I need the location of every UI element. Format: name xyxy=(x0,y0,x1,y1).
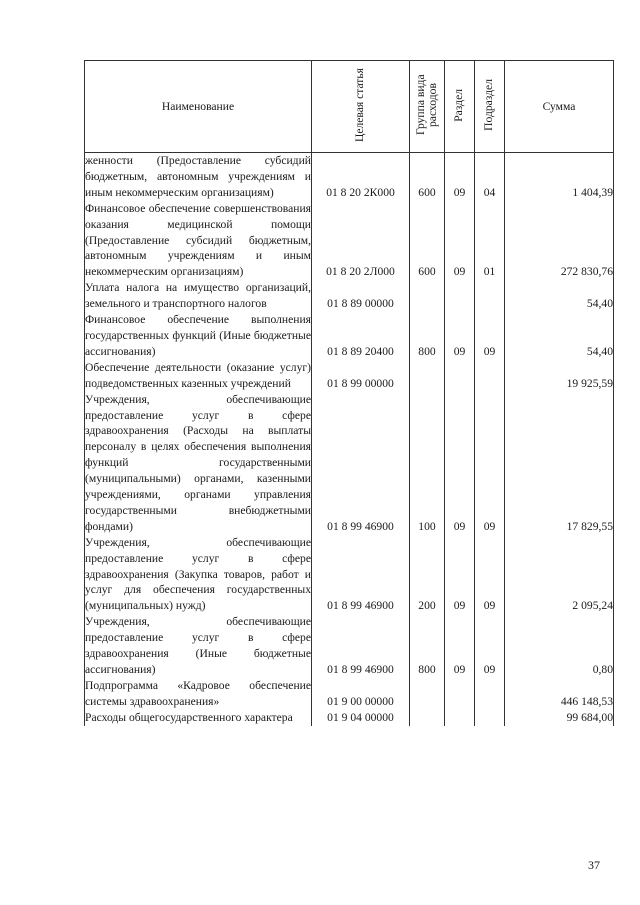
cell-section: 09 xyxy=(445,614,475,678)
cell-subsection: 09 xyxy=(475,312,505,360)
cell-name: Расходы общегосударственного характера xyxy=(85,710,312,726)
cell-target: 01 9 04 00000 xyxy=(312,710,410,726)
cell-sum: 1 404,39 xyxy=(505,153,614,201)
table-row xyxy=(85,360,614,392)
header-name: Наименование xyxy=(85,61,312,153)
cell-name: Учреждения, обеспечивающие предоставление услуг в сфере здравоохранения (Иные бюджетные ассигнования) xyxy=(85,615,311,676)
cell-group xyxy=(410,280,445,312)
cell-target: 01 8 99 46900 xyxy=(312,535,410,615)
cell-name: Финансовое обеспечение совершенствования оказания медицинской помощи (Предоставление субсидий бюджетным, автономным учреждениям и иным некоммерческим организациям) xyxy=(85,201,311,279)
cell-target: 01 8 89 00000 xyxy=(312,280,410,312)
header-group: Группа вида расходов xyxy=(410,61,445,153)
cell-sum: 17 829,55 xyxy=(505,392,614,535)
cell-section: 09 xyxy=(445,153,475,201)
cell-name: Финансовое обеспечение выполнения государственных функций (Иные бюджетные ассигнования) xyxy=(85,313,311,358)
cell-sum: 446 148,53 xyxy=(505,678,614,710)
cell-sum: 272 830,76 xyxy=(505,201,614,281)
cell-group: 800 xyxy=(410,614,445,678)
cell-subsection xyxy=(475,710,505,726)
cell-target: 01 8 99 00000 xyxy=(312,360,410,392)
cell-sum: 54,40 xyxy=(505,312,614,360)
header-subsection: Подраздел xyxy=(475,61,505,153)
cell-section: 09 xyxy=(445,392,475,535)
header-section: Раздел xyxy=(445,61,475,153)
cell-target: 01 8 20 2Л000 xyxy=(312,201,410,281)
table-row xyxy=(85,280,614,312)
cell-subsection: 01 xyxy=(475,201,505,281)
cell-subsection: 09 xyxy=(475,535,505,615)
cell-group xyxy=(410,678,445,710)
table-row xyxy=(85,710,614,726)
cell-section: 09 xyxy=(445,201,475,281)
page-number: 37 xyxy=(588,858,600,872)
cell-subsection: 09 xyxy=(475,614,505,678)
cell-group: 600 xyxy=(410,201,445,281)
cell-section xyxy=(445,360,475,392)
cell-section: 09 xyxy=(445,312,475,360)
cell-group: 800 xyxy=(410,312,445,360)
cell-section xyxy=(445,280,475,312)
cell-subsection xyxy=(475,678,505,710)
header-sum: Сумма xyxy=(505,61,614,153)
budget-table xyxy=(84,60,614,726)
table-row xyxy=(85,678,614,710)
cell-group: 600 xyxy=(410,153,445,201)
cell-sum: 0,80 xyxy=(505,614,614,678)
table-header-row xyxy=(85,61,614,153)
cell-target: 01 8 20 2К000 xyxy=(312,153,410,201)
cell-subsection xyxy=(475,280,505,312)
table-row xyxy=(85,201,614,281)
cell-group: 100 xyxy=(410,392,445,535)
cell-sum: 99 684,00 xyxy=(505,710,614,726)
cell-sum: 19 925,59 xyxy=(505,360,614,392)
table-row xyxy=(85,153,614,201)
cell-section xyxy=(445,710,475,726)
cell-subsection: 04 xyxy=(475,153,505,201)
cell-section xyxy=(445,678,475,710)
cell-name: Учреждения, обеспечивающие предоставление услуг в сфере здравоохранения (Закупка товаров, работ и услуг для обеспечения государственных (муниципальных) нужд) xyxy=(85,535,311,613)
table-row xyxy=(85,392,614,535)
header-target: Целевая статья xyxy=(312,61,410,153)
cell-sum: 54,40 xyxy=(505,280,614,312)
cell-group xyxy=(410,360,445,392)
cell-name: женности (Предоставление субсидий бюджетным, автономным учреждениям и иным некоммерческим организациям) xyxy=(85,154,311,199)
cell-sum: 2 095,24 xyxy=(505,535,614,615)
cell-name: Обеспечение деятельности (оказание услуг) подведомственных казенных учреждений xyxy=(85,360,311,390)
cell-group: 200 xyxy=(410,535,445,615)
cell-name: Подпрограмма «Кадровое обеспечение системы здравоохранения» xyxy=(85,678,311,708)
cell-subsection xyxy=(475,360,505,392)
table-row xyxy=(85,535,614,615)
cell-target: 01 8 99 46900 xyxy=(312,392,410,535)
cell-subsection: 09 xyxy=(475,392,505,535)
cell-target: 01 8 89 20400 xyxy=(312,312,410,360)
cell-target: 01 9 00 00000 xyxy=(312,678,410,710)
table-row xyxy=(85,312,614,360)
table-row xyxy=(85,614,614,678)
cell-name: Уплата налога на имущество организаций, земельного и транспортного налогов xyxy=(85,281,311,311)
cell-section: 09 xyxy=(445,535,475,615)
cell-name: Учреждения, обеспечивающие предоставление услуг в сфере здравоохранения (Расходы на выплаты персоналу в целях обеспечения выполнения функций государственными (муниципальными) органами, казенными учреждениями, органами управления государственными внебюджетными фондами) xyxy=(85,392,311,533)
cell-target: 01 8 99 46900 xyxy=(312,614,410,678)
cell-group xyxy=(410,710,445,726)
